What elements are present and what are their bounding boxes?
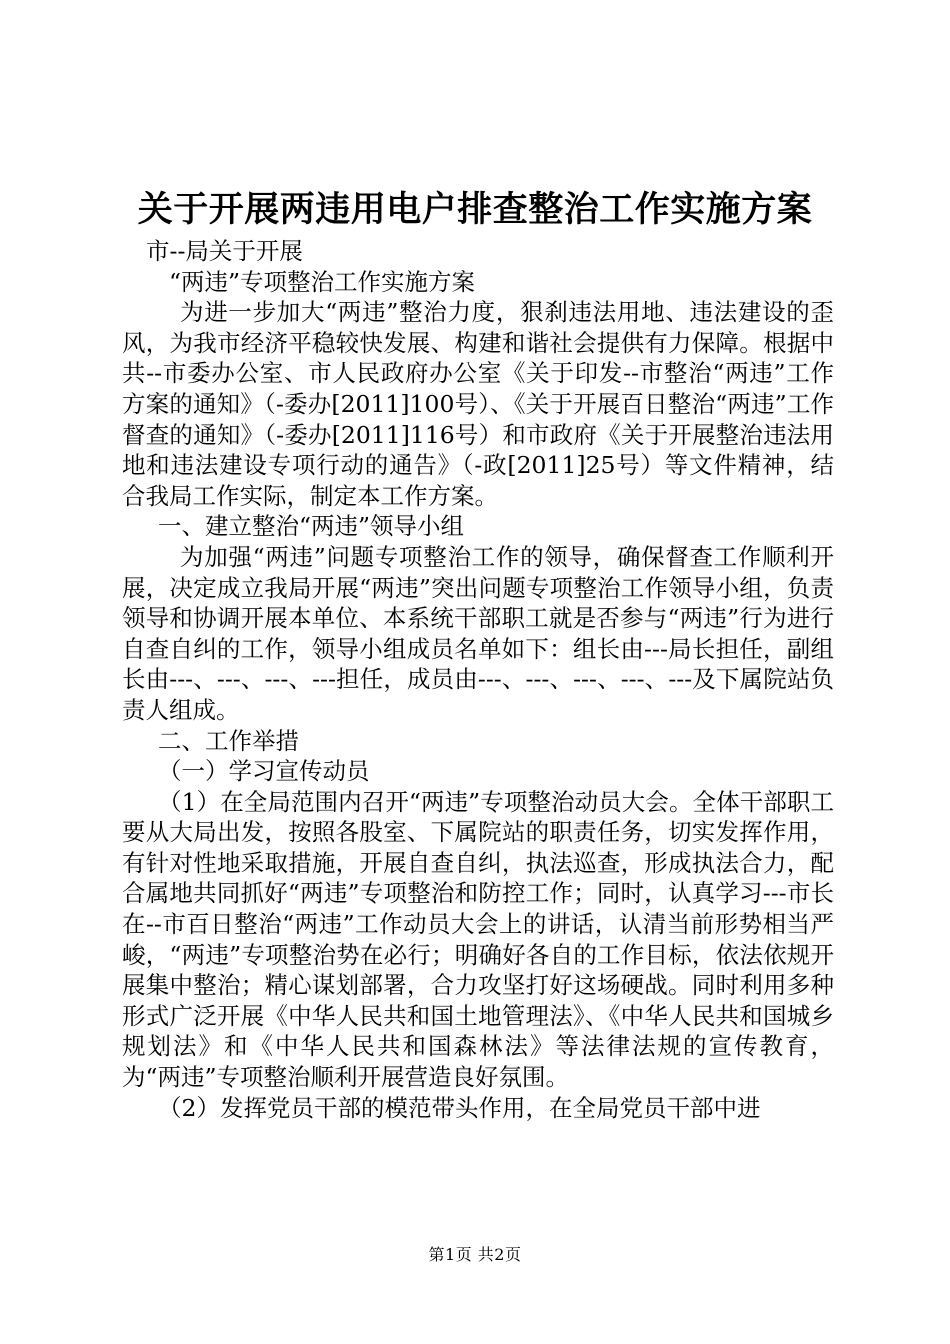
heading-section-2: 二、工作举措 [158, 726, 299, 755]
paragraph-intro: 为进一步加大“两违”整治力度，狠刹违法用地、违法建设的歪风，为我市经济平稳较快发展、构建和谐社会提供有力保障。根据中共--市委办公室、市人民政府办公室《关于印发--市整治“两违”工作方案的通知》（-委办[2011]100号）、《关于开展百日整治“两违”工作督查的通知》（-委办[2011]116号）和市政府《关于开展整治违法用地和违法建设专项行动的通告》（-政[2011]25号）等文件精神，结合我局工作实际，制定本工作方案。 [122, 298, 834, 510]
paragraph-item-2: （2）发挥党员干部的模范带头作用，在全局党员干部中进 [158, 1093, 761, 1122]
document-title: 关于开展两违用电户排查整治工作实施方案 [137, 189, 813, 230]
heading-section-1: 一、建立整治“两违”领导小组 [158, 512, 465, 541]
page-footer: 第1页 共2页 [428, 1245, 522, 1264]
paragraph-item-1: （1）在全局范围内召开“两违”专项整治动员大会。全体干部职工要从大局出发，按照各股室、下属院站的职责任务，切实发挥作用，有针对性地采取措施，开展自查自纠，执法巡查，形成执法合力，配合属地共同抓好“两违”专项整治和防控工作；同时，认真学习---市长在--市百日整治“两违”工作动员大会上的讲话，认清当前形势相当严峻，“两违”专项整治势在必行；明确好各自的工作目标，依法依规开展集中整治；精心谋划部署，合力攻坚打好这场硬战。同时利用多种形式广泛开展《中华人民共和国土地管理法》、《中华人民共和国城乡规划法》和《中华人民共和国森林法》等法律法规的宣传教育，为“两违”专项整治顺利开展营造良好氛围。 [122, 787, 834, 1092]
paragraph-subtitle-line: “两违”专项整治工作实施方案 [169, 267, 476, 296]
heading-subsection-1: （一）学习宣传动员 [158, 757, 370, 786]
paragraph-issuer-line: 市--局关于开展 [146, 237, 303, 265]
paragraph-leadership-group: 为加强“两违”问题专项整治工作的领导，确保督查工作顺利开展，决定成立我局开展“两违”突出问题专项整治工作领导小组，负责领导和协调开展本单位、本系统干部职工就是否参与“两违”行为进行自查自纠的工作，领导小组成员名单如下：组长由---局长担任，副组长由---、---、---、---担任，成员由---、---、---、---、---及下属院站负责人组成。 [122, 542, 834, 724]
document-body [122, 236, 834, 1123]
